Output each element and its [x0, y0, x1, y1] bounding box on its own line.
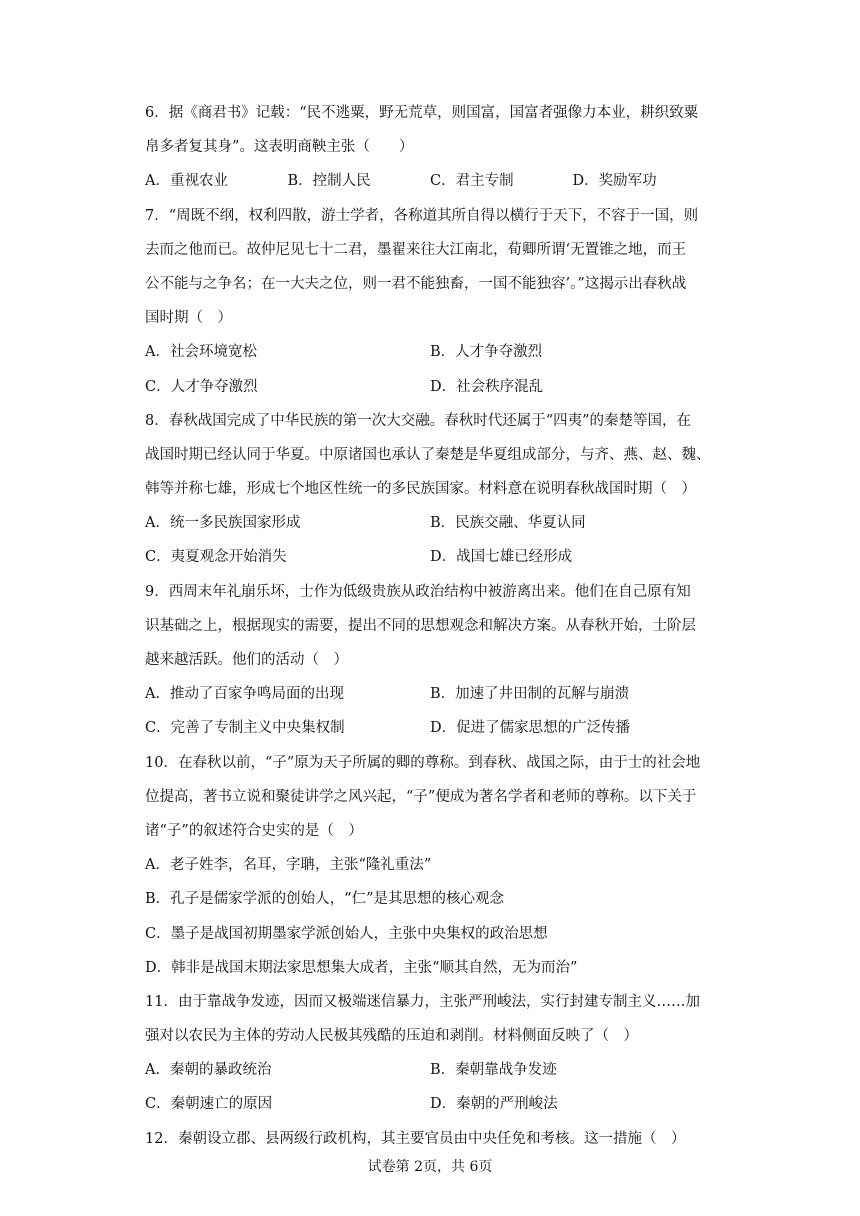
option-b[interactable]: B．孔子是儒家学派的创始人，“仁”是其思想的核心观念	[145, 891, 504, 908]
option-d[interactable]: D．促进了儒家思想的广泛传播	[430, 720, 631, 737]
option-c[interactable]: C．人才争夺激烈	[145, 378, 258, 395]
question-stem-line: 位提高，著书立说和聚徒讲学之风兴起，“子”便成为著名学者和老师的尊称。以下关于	[145, 788, 697, 805]
question-12	[145, 1122, 715, 1156]
options-row	[145, 506, 715, 540]
question-10	[145, 746, 715, 985]
option-a[interactable]: A．统一多民族国家形成	[145, 515, 301, 532]
question-stem-line: 越来越活跃。他们的活动（ ）	[145, 652, 348, 668]
question-7	[145, 199, 715, 404]
question-stem-line: 韩等并称七雄，形成七个地区性统一的多民族国家。材料意在说明春秋战国时期（ ）	[145, 481, 696, 498]
question-stem-line: 11．由于靠战争发迹，因而又极端迷信暴力，主张严刑峻法，实行封建专制主义……加	[145, 993, 700, 1010]
option-c[interactable]: C．君主专制	[430, 173, 514, 190]
options-row	[145, 164, 715, 198]
question-stem-line: 10．在春秋以前，“子”原为天子所属的卿的尊称。到春秋、战国之际，由于士的社会地	[145, 754, 701, 771]
question-stem-line: 9．西周末年礼崩乐坏，士作为低级贵族从政治结构中被游离出来。他们在自己原有知	[145, 583, 691, 600]
option-c[interactable]: C．墨子是战国初期墨家学派创始人，主张中央集权的政治思想	[145, 925, 548, 942]
option-a[interactable]: A．老子姓李，名耳，字聃，主张“隆礼重法”	[145, 857, 432, 874]
question-stem-line: 6．据《商君书》记载：“民不逃粟，野无荒草，则国富，国富者强像力本业，耕织致粟	[145, 105, 699, 121]
question-stem-line: 国时期（ ）	[145, 310, 232, 327]
option-c[interactable]: C．秦朝速亡的原因	[145, 1096, 273, 1113]
option-a[interactable]: A．社会环境宽松	[145, 344, 257, 361]
question-stem-line: 强对以农民为主体的劳动人民极其残酷的压迫和剥削。材料侧面反映了（ ）	[145, 1028, 638, 1045]
option-a[interactable]: A．秦朝的暴政统治	[145, 1062, 272, 1079]
question-8	[145, 404, 715, 575]
exam-page	[145, 96, 715, 1156]
options-row	[145, 677, 715, 711]
option-b[interactable]: B．秦朝靠战争发迹	[430, 1062, 557, 1079]
question-stem-line: 战国时期已经认同于华夏。中原诸国也承认了秦楚是华夏组成部分，与齐、燕、赵、魏、	[145, 446, 711, 463]
options-row	[145, 540, 715, 574]
option-d[interactable]: D．秦朝的严刑峻法	[430, 1096, 558, 1113]
option-b[interactable]: B．控制人民	[287, 173, 371, 190]
question-stem-line: 8．春秋战国完成了中华民族的第一次大交融。春秋时代还属于“四夷”的秦楚等国，在	[145, 412, 692, 429]
question-stem-line: 帛多者复其身”。这表明商鞅主张（ ）	[145, 139, 414, 156]
option-d[interactable]: D．韩非是战国末期法家思想集大成者，主张“顺其自然，无为而治”	[145, 959, 578, 976]
question-11	[145, 985, 715, 1122]
option-d[interactable]: D．社会秩序混乱	[430, 378, 544, 395]
option-b[interactable]: B．人才争夺激烈	[430, 344, 543, 361]
option-a[interactable]: A．推动了百家争鸣局面的出现	[145, 686, 344, 703]
option-d[interactable]: D．奖励军功	[572, 173, 657, 190]
options-row	[145, 711, 715, 745]
question-6	[145, 96, 715, 199]
question-stem-line: 公不能与之争名；在一大夫之位，则一君不能独畜，一国不能独容’。”这揭示出春秋战	[145, 275, 687, 292]
question-stem-line: 诸“子”的叙述符合史实的是（ ）	[145, 822, 363, 839]
option-a[interactable]: A．重视农业	[145, 173, 228, 190]
question-stem-line: 12．秦朝设立郡、县两级行政机构，其主要官员由中央任免和考核。这一措施（ ）	[145, 1130, 686, 1147]
page-footer: 试卷第 2页，共 6页	[367, 1159, 493, 1175]
option-d[interactable]: D．战国七雄已经形成	[430, 549, 573, 566]
options-row	[145, 370, 715, 404]
option-b[interactable]: B．加速了井田制的瓦解与崩溃	[430, 686, 630, 703]
options-row	[145, 335, 715, 369]
option-c[interactable]: C．夷夏观念开始消失	[145, 549, 287, 566]
option-c[interactable]: C．完善了专制主义中央集权制	[145, 720, 345, 737]
question-stem-line: 去而之他而已。故仲尼见七十二君，墨翟来往大江南北，荀卿所谓‘无置锥之地，而王	[145, 241, 687, 258]
question-stem-line: 7．“周既不纲，权利四散，游士学者，各称道其所自得以横行于天下，不容于一国，则	[145, 207, 699, 224]
question-stem-line: 识基础之上，根据现实的需要，提出不同的思想观念和解决方案。从春秋开始，士阶层	[145, 617, 696, 634]
option-b[interactable]: B．民族交融、华夏认同	[430, 515, 586, 532]
options-row	[145, 1087, 715, 1121]
options-row	[145, 1053, 715, 1087]
question-9	[145, 575, 715, 746]
